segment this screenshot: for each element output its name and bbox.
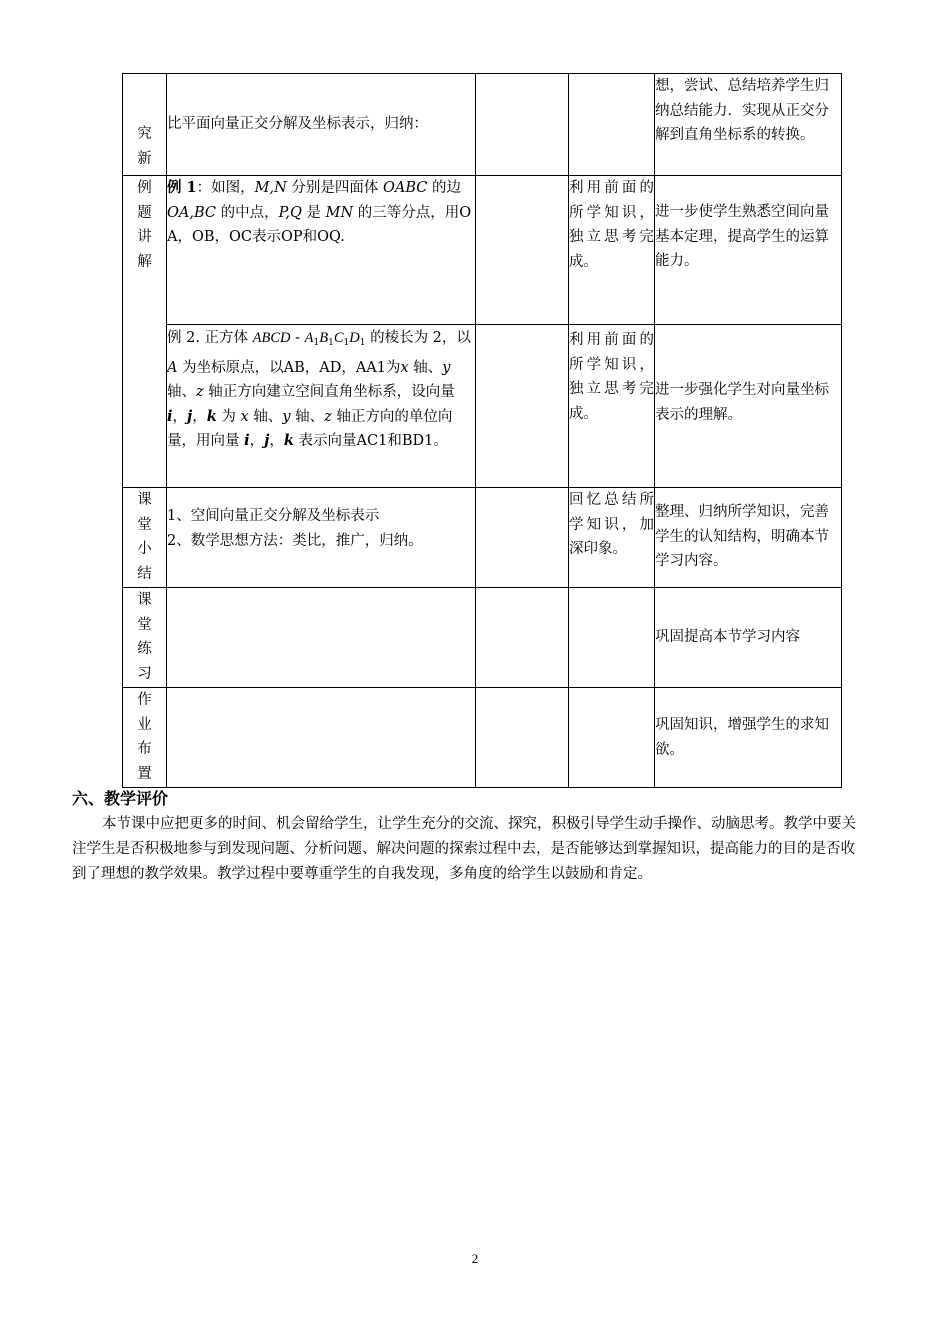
- math-var: B: [319, 330, 329, 346]
- text-run: 轴、: [248, 408, 283, 425]
- table-row-homework: [123, 688, 842, 788]
- example-2-text: [167, 325, 475, 454]
- math-var: y: [442, 359, 451, 376]
- example-label: 例 2. 正方体: [167, 330, 253, 346]
- content-cell: [167, 488, 476, 588]
- student-text: 利用前面的所学知识，独立思考完成。: [569, 332, 654, 422]
- summary-line-2: 2、数学思想方法：类比，推广，归纳。: [167, 532, 423, 549]
- table-row-example-2: [123, 325, 842, 488]
- stage-char: 究: [137, 126, 152, 142]
- math-var: MN: [325, 204, 354, 221]
- stage-cell: [123, 688, 167, 788]
- student-activity-cell: [569, 176, 655, 325]
- math-var: y: [282, 408, 291, 425]
- math-subscript: 1: [359, 338, 366, 348]
- stage-cell: [123, 74, 167, 176]
- stage-char: 课: [137, 592, 152, 608]
- stage-char: 解: [137, 253, 152, 270]
- content-text: 比平面向量正交分解及坐标表示，归纳：: [167, 116, 428, 132]
- text-run: -: [290, 330, 305, 346]
- stage-char: 堂: [137, 516, 152, 533]
- empty-cell: [569, 588, 655, 688]
- math-var: OA,BC: [167, 204, 216, 221]
- math-var: j: [264, 432, 270, 449]
- stage-char: 新: [137, 150, 152, 167]
- content-cell: [167, 176, 476, 325]
- table-row-explore: [123, 74, 842, 176]
- text-run: 表示向量AC1和BD1。: [293, 433, 448, 449]
- stage-char: 作: [137, 692, 152, 708]
- empty-cell: [167, 688, 476, 788]
- math-subscript: 1: [313, 338, 320, 348]
- intent-text: 想，尝试、总结培养学生归纳总结能力．实现从正交分解到直角坐标系的转换。: [655, 78, 829, 143]
- table-row-example-1: [123, 176, 842, 325]
- text-run: 轴、: [167, 384, 196, 400]
- design-intent-cell: [655, 588, 842, 688]
- math-var: A: [167, 359, 178, 376]
- text-run: 的棱长为 2，以: [365, 330, 471, 346]
- text-run: 轴、: [290, 408, 325, 425]
- evaluation-paragraph: 本节课中应把更多的时间、机会留给学生，让学生充分的交流、探究，积极引导学生动手操作、动脑思考。教学中要关注学生是否积极地参与到发现问题、分析问题、解决问题的探索过程中去，是否能够达到掌握知识，提高能力的目的是否收到了理想的教学效果。教学过程中要尊重学生的自我发现，多角度的给学生以鼓励和肯定。: [72, 816, 856, 882]
- math-var: x: [240, 408, 249, 425]
- text-run: ，: [192, 408, 207, 425]
- text-run: 轴正方向的单位向量，用向量: [167, 408, 453, 449]
- student-text: 利用前面的所学知识，独立思考完成。: [569, 180, 654, 270]
- text-run: 为: [216, 408, 241, 425]
- empty-cell: [569, 688, 655, 788]
- math-subscript: 1: [343, 338, 350, 348]
- text-run: ，: [269, 433, 284, 449]
- math-var: ABCD: [252, 330, 291, 346]
- math-var: k: [206, 407, 217, 425]
- stage-char: 堂: [137, 616, 152, 633]
- stage-char: 练: [137, 641, 152, 657]
- math-var: C: [333, 330, 344, 346]
- design-intent-cell: [655, 176, 842, 325]
- stage-cell: [123, 176, 167, 488]
- text-run: 的边: [427, 180, 462, 196]
- stage-char: 小: [137, 541, 152, 557]
- math-var: i: [167, 407, 173, 425]
- content-cell: [167, 325, 476, 488]
- text-run: 轴、: [408, 359, 443, 376]
- design-intent-cell: [655, 74, 842, 176]
- math-subscript: 1: [328, 338, 334, 348]
- stage-char: 讲: [137, 229, 152, 245]
- stage-char: 习: [137, 665, 152, 682]
- math-var: A: [304, 330, 314, 346]
- math-var: P,Q: [278, 204, 302, 221]
- intent-text: 整理、归纳所学知识，完善学生的认知结构，明确本节学习内容。: [655, 504, 829, 569]
- table-row-summary: [123, 488, 842, 588]
- content-cell: [167, 74, 476, 176]
- stage-char: 业: [137, 716, 152, 733]
- student-activity-cell: [569, 74, 655, 176]
- stage-char: 布: [137, 741, 152, 757]
- table-row-practice: [123, 588, 842, 688]
- empty-cell: [476, 588, 569, 688]
- intent-text: 进一步强化学生对向量坐标表示的理解。: [655, 382, 829, 423]
- design-intent-cell: [655, 488, 842, 588]
- math-var: M,N: [254, 180, 287, 196]
- empty-cell: [476, 325, 569, 488]
- student-activity-cell: [569, 325, 655, 488]
- math-var: z: [324, 408, 332, 425]
- stage-cell: [123, 488, 167, 588]
- math-var: OABC: [383, 180, 428, 196]
- empty-cell: [476, 176, 569, 325]
- page-number: 2: [471, 1251, 479, 1266]
- student-activity-cell: [569, 488, 655, 588]
- empty-cell: [476, 74, 569, 176]
- intent-text: 巩固提高本节学习内容: [655, 629, 800, 646]
- example-label: 例 1: [167, 179, 197, 196]
- math-var: z: [196, 384, 204, 400]
- text-run: 的中点，: [216, 204, 279, 221]
- empty-cell: [167, 588, 476, 688]
- empty-cell: [476, 488, 569, 588]
- text-run: 轴正方向建立空间直角坐标系，设向量: [203, 384, 455, 400]
- text-run: 分别是四面体: [286, 180, 384, 196]
- stage-char: 例: [137, 180, 152, 196]
- design-intent-cell: [655, 325, 842, 488]
- math-var: k: [283, 432, 294, 449]
- intent-text: 进一步使学生熟悉空间向量基本定理，提高学生的运算能力。: [655, 204, 829, 269]
- summary-line-1: 1、空间向量正交分解及坐标表示: [167, 508, 380, 524]
- student-text: 回忆总结所学知识，加深印象。: [569, 492, 654, 557]
- math-var: j: [187, 407, 193, 425]
- text-run: ：如图，: [196, 180, 255, 196]
- stage-char: 结: [137, 565, 152, 582]
- section-heading: 六、教学评价: [72, 789, 169, 808]
- math-var: D: [349, 330, 360, 346]
- text-run: ，: [249, 433, 265, 449]
- example-1-text: [167, 176, 475, 250]
- stage-char: 置: [137, 765, 152, 782]
- math-var: i: [244, 432, 250, 449]
- empty-cell: [476, 688, 569, 788]
- text-run: 是: [301, 204, 326, 221]
- lesson-plan-table: [122, 73, 842, 788]
- intent-text: 巩固知识，增强学生的求知欲。: [655, 717, 829, 758]
- text-run: 为坐标原点，以AB，AD，AA1为: [177, 359, 401, 376]
- stage-char: 课: [137, 492, 152, 508]
- text-run: ，: [172, 408, 188, 425]
- stage-char: 题: [137, 204, 152, 221]
- math-var: x: [400, 359, 409, 376]
- stage-cell: [123, 588, 167, 688]
- text-run: 的三等分点，用OA，OB，OC表示OP和OQ.: [167, 204, 472, 245]
- design-intent-cell: [655, 688, 842, 788]
